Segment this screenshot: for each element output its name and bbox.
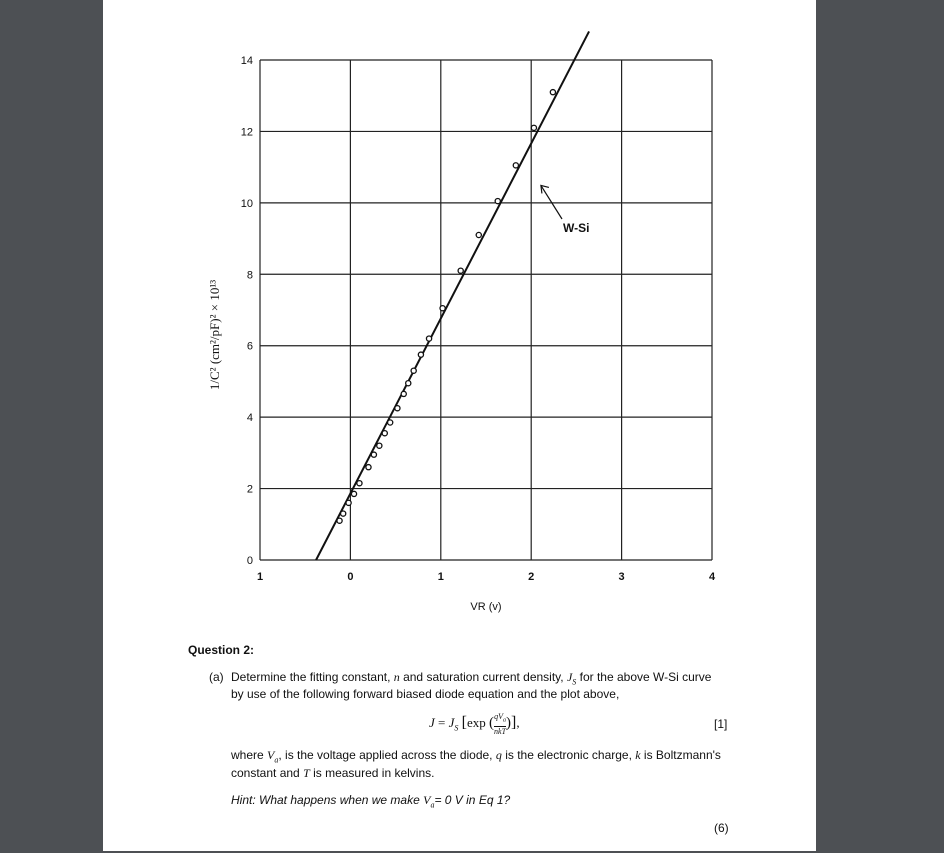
capacitance-voltage-chart [103, 0, 816, 640]
y-tick-label: 4 [246, 412, 253, 425]
x-tick-label: 1 [437, 571, 444, 583]
data-point [440, 306, 445, 311]
annotation-arrow [541, 185, 562, 219]
x-tick-label: 0 [347, 571, 354, 583]
where-line-2: constant and T is measured in kelvins. [231, 766, 435, 780]
data-point [351, 491, 356, 496]
document-page [103, 0, 816, 851]
data-point [341, 511, 346, 516]
data-point [406, 381, 411, 386]
part-text-line-2: by use of the following forward biased diode equation and the plot above, [231, 687, 620, 701]
hint-text: Hint: What happens when we make $V_a= 0$ V in Eq 1? [231, 793, 511, 810]
data-point [388, 420, 393, 425]
y-tick-label: 10 [240, 197, 253, 210]
data-point [371, 452, 376, 457]
y-tick-label: 2 [246, 483, 253, 496]
question-heading: Question 2: [188, 643, 255, 657]
data-point [401, 391, 406, 396]
diode-equation: $J = J_S$ [exp ( $qV_a$ nkT )], [429, 712, 520, 736]
data-point [476, 232, 481, 237]
x-axis-label: VR (v) [470, 601, 502, 613]
data-point [426, 336, 431, 341]
y-tick-label: 8 [246, 269, 253, 282]
data-point [382, 431, 387, 436]
y-axis-label [207, 280, 222, 390]
data-point [411, 368, 416, 373]
y-axis-label-text: 1/C² (cm²/pF)² × 10¹³ [207, 279, 222, 391]
data-point [377, 443, 382, 448]
data-point [366, 465, 371, 470]
data-point [458, 268, 463, 273]
marks: (6) [714, 821, 729, 835]
equation-number: [1] [714, 717, 728, 731]
data-point [550, 90, 555, 95]
data-point [495, 198, 500, 203]
annotation-label: W-Si [563, 221, 590, 235]
y-tick-label: 0 [246, 555, 253, 567]
where-line-1: where $V_a$, is the voltage applied across the diode, q is the electronic charge, k is Boltzmann's [231, 748, 721, 765]
x-tick-label: 3 [618, 571, 625, 583]
data-point [357, 481, 362, 486]
data-point [531, 125, 536, 130]
data-point [346, 500, 351, 505]
annotation [541, 185, 590, 235]
y-tick-label: 12 [240, 126, 253, 139]
x-tick-label: 4 [708, 571, 716, 583]
data-point [418, 352, 423, 357]
data-point [513, 163, 518, 168]
chart-tick-labels [241, 55, 716, 583]
part-label: (a) [209, 670, 224, 684]
data-point [337, 518, 342, 523]
x-tick-label: 1 [256, 571, 264, 583]
x-tick-label: 2 [528, 571, 535, 583]
chart-grid [260, 60, 712, 560]
part-text-line-1: Determine the fitting constant, n and saturation current density, $J_S$ for the above W-Si curve [231, 670, 712, 687]
data-point [395, 406, 400, 411]
fit-line [316, 31, 589, 560]
y-tick-label: 14 [240, 55, 253, 67]
y-tick-label: 6 [246, 340, 253, 353]
